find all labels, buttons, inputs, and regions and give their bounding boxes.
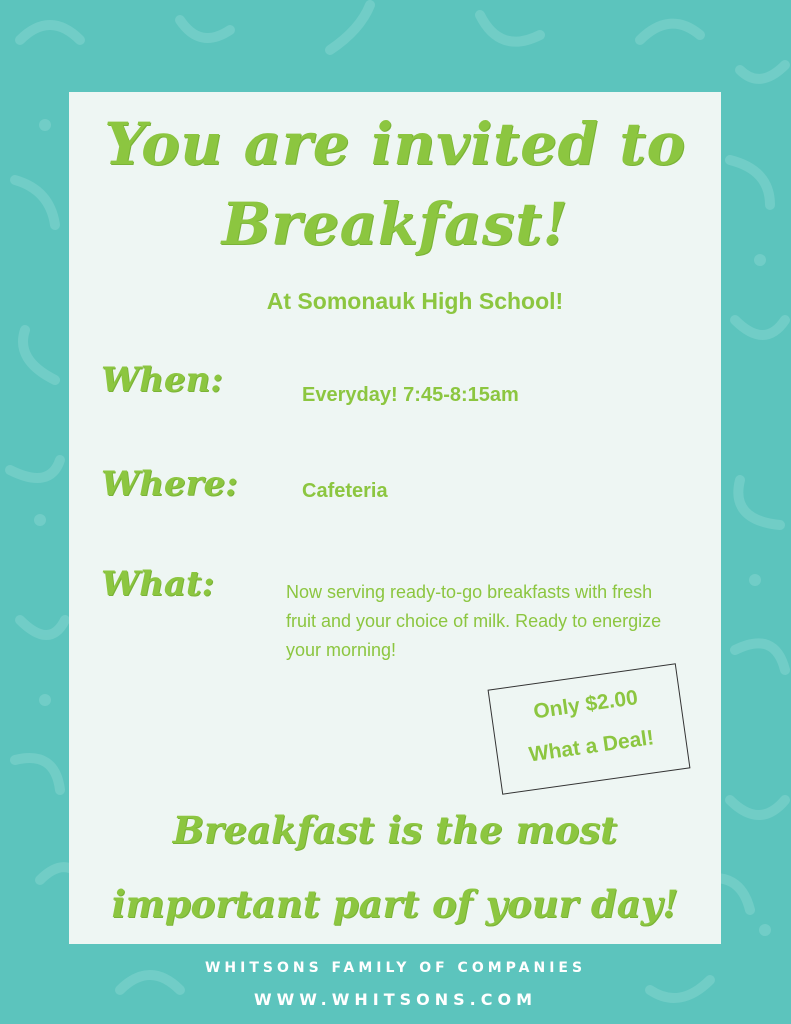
where-label: Where: bbox=[101, 464, 238, 504]
deal-price: Only $2.00 bbox=[531, 686, 640, 724]
what-label: What: bbox=[101, 564, 215, 604]
when-label: When: bbox=[101, 360, 223, 400]
school-subtitle: At Somonauk High School! bbox=[266, 288, 564, 314]
title-line-2: Breakfast! bbox=[221, 190, 569, 258]
deal-slogan: What a Deal! bbox=[527, 726, 656, 767]
where-value: Cafeteria bbox=[302, 480, 388, 502]
title-line-1: You are invited to bbox=[104, 110, 686, 178]
tagline-line-1: Breakfast is the most bbox=[172, 808, 618, 852]
what-description: Now serving ready-to-go breakfasts with fresh fruit and your choice of milk. Ready to energize your morning! bbox=[286, 582, 662, 660]
invitation-card bbox=[69, 92, 721, 944]
price-deal-tag bbox=[488, 663, 691, 794]
tagline-line-2: important part of your day! bbox=[111, 882, 679, 926]
when-value: Everyday! 7:45-8:15am bbox=[302, 384, 519, 406]
footer-company: WHITSONS FAMILY OF COMPANIES bbox=[204, 960, 587, 976]
footer-website: WWW.WHITSONS.COM bbox=[253, 990, 537, 1009]
